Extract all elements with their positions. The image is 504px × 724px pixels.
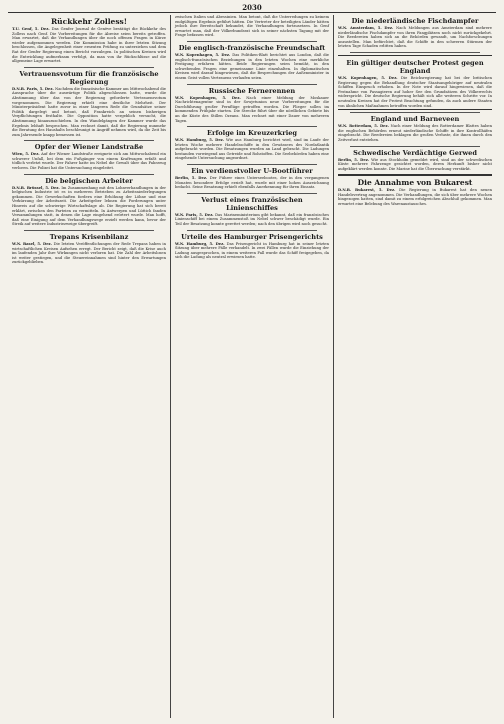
article — [338, 178, 492, 206]
article-text: Das Marineministerium gibt bekannt, daß ein französisches Linienschiff bei einem Zusammenstoß im Nebel schwer beschädigt wurde. Ein Teil der Besatzung konnte gerettet werden; nach den übrigen wird noch gesucht. — [175, 212, 329, 227]
article-dateline: D.N.B. Bukarest, 5. Dez. — [338, 188, 396, 193]
article-text: Im Zusammenhang mit den Lohnverhandlungen in der belgischen Industrie ist es in mehreren Betrieben zu Arbeitsniederlegungen gekommen. Die Gewerkschaften fordern eine Erhöhung der Löhne und eine Verkürzung der Arbeitszeit. Die Arbeitgeber lehnen die Forderungen unter Hinweis auf die schwierige Wirtschaftslage ab. Die Regierung hat sich bereit erklärt, zwischen den Parteien zu vermitteln. In Antwerpen und Lüttich fanden Versammlungen statt, in denen die Lage eingehend erörtert wurde. Man hofft, daß eine Einigung auf dem Verhandlungswege erzielt werden kann, bevor der Streik auf weitere Industriezweige übergreift. — [12, 185, 166, 227]
column-1 — [8, 15, 171, 718]
article-dateline: W.N. Rotterdam, 5. Dez. — [338, 124, 389, 129]
article-headline: Die englisch-französische Freundschaft — [178, 43, 326, 52]
article-body — [338, 76, 492, 108]
article-body — [175, 176, 329, 190]
article — [12, 17, 166, 64]
article-headline: Verlust eines französischen Linienschiffes — [201, 195, 303, 212]
article-body — [175, 213, 329, 227]
article-dateline: W.N. Kopenhagen, 5. Dez. — [175, 52, 231, 57]
article-headline: Russische Fernerennen — [208, 86, 296, 95]
article-dateline: Berlin, 5. Dez. — [175, 176, 208, 181]
header-rule — [8, 12, 496, 13]
divider — [187, 193, 317, 194]
divider — [24, 140, 154, 141]
article-body — [12, 152, 166, 170]
article-dateline: Wien, 5. Dez. — [12, 152, 40, 157]
article-text: zwischen Italien und Abessinien. Man betont, daß die Unterredungen zu keinem endgültigen Ergebnis geführt hätten. Die Vertreter der beteiligten Länder hätten jedoch ihre Bereitschaft bekundet, die Verhandlungen fortzusetzen. In Genf erwartet man, daß der Völkerbundsrat sich in seiner nächsten Tagung mit der Frage befassen wird. — [175, 15, 329, 38]
divider — [187, 84, 317, 85]
article — [12, 143, 166, 170]
divider — [187, 164, 317, 165]
article — [12, 70, 166, 138]
divider — [24, 67, 154, 68]
article-text: Nach Meldungen aus Amsterdam sind mehrere niederländische Fischdampfer von ihren Fangplätzen noch nicht zurückgekehrt. Die Reedereien haben sich an die Behörden gewandt, um Nachforschungen anzustellen. Man befürchtet, daß die Schiffe in den schweren Stürmen der letzten Tage Schaden erlitten haben. — [338, 26, 492, 49]
article-text: Auf der Wiener Landstraße ereignete sich am Mittwochabend ein schwerer Unfall, bei dem ein Fußgänger von einem Kraftwagen erfaßt und tödlich verletzt wurde. Der Fahrer hatte im Nebel die Gewalt über das Fahrzeug verloren. Die Polizei hat die Untersuchung eingeleitet. — [12, 152, 166, 171]
article-headline: Urteile des Hamburger Prisengerichts — [181, 232, 323, 241]
article-text: Nach einer Meldung der Moskauer Nachrichtenagentur sind in der Sowjetunion neue Vorbereitungen für die Durchführung großer Fernflüge getroffen worden. Die Flieger sollen im kommenden Frühjahr starten. Die Strecke führt über die nördlichen Gebiete bis an die Küste des Stillen Ozeans. Man rechnet mit einer Dauer von mehreren Tagen. — [175, 95, 329, 123]
divider — [350, 52, 480, 53]
article-headline: Ein verdienstvoller U-Bootführer — [191, 167, 313, 176]
article-dateline: T.U. Genf, 5. Dez. — [12, 27, 50, 31]
article-headline: Die Annahme von Bukarest — [357, 178, 473, 188]
article — [175, 15, 329, 38]
article-dateline: W.N. Kopenhagen, 5. Dez. — [338, 75, 398, 80]
article-text: Die letzten Veröffentlichungen der Rede Trepans haben in wirtschaftlichen Kreisen Aufsehen erregt. Der Bericht zeigt, daß die Krise auch im laufenden Jahr ihre Wirkungen nicht verloren hat. Die Zahl der Arbeitslosen ist weiter gestiegen, und die Steuereinnahmen sind hinter den Erwartungen zurückgeblieben. — [12, 242, 166, 265]
article — [175, 44, 329, 81]
article-body — [12, 87, 166, 138]
article — [338, 149, 492, 172]
article-body — [175, 96, 329, 124]
article-text: Wie aus Stockholm gemeldet wird, sind an der schwedischen Küste mehrere Fahrzeuge gesichtet worden, deren Herkunft bisher nicht aufgeklärt werden konnte. Die Marine hat die Überwachung verstärkt. — [338, 157, 492, 171]
article-body — [338, 124, 492, 142]
divider — [24, 174, 154, 175]
article-dateline: W.N. Hamburg, 5. Dez. — [175, 138, 225, 143]
article-dateline: W.N. Amsterdam, 5. Dez. — [338, 26, 394, 30]
divider — [350, 112, 480, 113]
article-text: Nach einer Meldung des Rotterdamer Blattes haben die englischen Behörden erneut niederländische Schiffe in ihre Kontrollhäfen eingebracht. Die Reedereien beklagen die großen Verluste, die ihnen durch den Zeitverlust entstehen. — [338, 124, 492, 142]
article-body — [12, 186, 166, 227]
article-headline: Ein gültiger deutscher Protest gegen England — [346, 58, 484, 75]
article-text: Die Regierung in Bukarest hat den neuen Handelsvertrag angenommen. Die Verhandlungen, die sich über mehrere Wochen hingezogen hatten, sind damit zu einem erfolgreichen Abschluß gekommen. Man erwartet eine Belebung des Warenaustausches. — [338, 188, 492, 207]
article-headline: Vertrauensvotum für die französische Regierung — [19, 69, 159, 86]
article-text: Der Führer eines Unterseebootes, der in den vergangenen Monaten besondere Erfolge erzielt hat, wurde mit einer hohen Auszeichnung bedacht. Seine Besatzung erhielt ebenfalls Anerkennung für ihren Einsatz. — [175, 176, 329, 190]
column-container — [8, 15, 496, 718]
article-dateline: D.N.B. Paris, 5. Dez. — [12, 86, 54, 91]
divider — [187, 230, 317, 231]
divider — [187, 126, 317, 127]
article — [338, 17, 492, 49]
article-body — [338, 158, 492, 172]
article — [175, 167, 329, 190]
article-headline: Opfer der Wiener Landstraße — [34, 143, 144, 152]
article-body — [175, 15, 329, 38]
article — [12, 177, 166, 227]
article-dateline: W.N. Kopenhagen, 5. Dez. — [175, 95, 241, 100]
article — [175, 129, 329, 161]
article-body — [175, 242, 329, 260]
article — [175, 196, 329, 227]
article-dateline: Berlin, 5. Dez. — [338, 157, 370, 162]
article-text: Die Reichsregierung hat bei der britischen Regierung gegen die Behandlung deutscher Staatsangehöriger auf neutralen Schiffen Einspruch erhoben. In der Note wird darauf hingewiesen, daß die Festnahme von Passagieren auf hoher See den Grundsätzen des Völkerrechts widerspricht. Die deutsche Regierung behält sich alle weiteren Schritte vor. In neutralen Kreisen hat der Protest Beachtung gefunden, da auch andere Staaten von ähnlichen Maßnahmen betroffen worden sind. — [338, 75, 492, 108]
article — [338, 55, 492, 110]
page-number: 2030 — [242, 3, 262, 12]
column-3 — [334, 15, 496, 718]
article-body — [12, 27, 166, 64]
article-text: Das Politiken-Blatt berichtet aus London, daß die englisch-französischen Beziehungen in den letzten Wochen eine merkliche Festigung erfahren hätten. Beide Regierungen seien bemüht, in den schwebenden Fragen eine gemeinsame Linie einzuhalten. In diplomatischen Kreisen wird darauf hingewiesen, daß die Besprechungen der Außenminister in einem Geist vollen Vertrauens verlaufen seien. — [175, 52, 329, 80]
article-headline: Erfolge im Kreuzerkrieg — [206, 129, 298, 138]
article-headline: Die belgischen Arbeiter — [45, 176, 133, 185]
article-text: Wie aus Hamburg berichtet wird, sind im Laufe der letzten Woche mehrere Handelsschiffe in den Gewässern des Nordatlantik aufgebracht worden. Die Besatzungen wurden an Land gebracht. Die Ladungen bestanden vorwiegend aus Getreide und Rohstoffen. Die Seebehörden haben eine eingehende Untersuchung angeordnet. — [175, 138, 329, 161]
article-body — [338, 188, 492, 206]
article-headline: Die niederländische Fischdampfer — [351, 17, 479, 25]
article — [175, 87, 329, 124]
article-headline: Trepans Krisenbilanz — [49, 233, 129, 241]
article-text: Das Genfer Journal de Genève bestätigt die Rückkehr des Zolless nach Genf. Die Vorbereitungen für die Abreise seien bereits getroffen. Man erwartet, daß die Verhandlungen über die noch offenen Fragen in Kürze wieder aufgenommen werden. Die Kommission habe in ihrer letzten Sitzung beschlossen, die Angelegenheit einer erneuten Prüfung zu unterziehen und dem Rat der Genfer Regierung einen Bericht vorzulegen. In politischen Kreisen wird die Entwicklung aufmerksam verfolgt, da man von ihr Rückschlüsse auf die allgemeine Lage erwartet. — [12, 27, 166, 64]
article-dateline: W.N. Hamburg, 5. Dez. — [175, 241, 225, 246]
column-2 — [171, 15, 334, 718]
article-headline: Schwedische Verdächtige Gerwed — [353, 148, 477, 157]
article-body — [338, 26, 492, 49]
article-text: Nachdem die französische Kammer am Mittwochabend die Aussprache über die auswärtige Politik abgeschlossen hatte, wurde die Abstimmung über das von der Regierung geforderte Vertrauensvotum vorgenommen. Die Regierung erhielt eine deutliche Mehrheit. Der Ministerpräsident hatte zuvor in einer längeren Rede die Grundsätze seiner Politik dargelegt und betont, daß Frankreich an seinen bisherigen Verpflichtungen festhalte. Die Opposition hatte vergeblich versucht, die Abstimmung hinauszuschieben. In den Wandelgängen der Kammer wurde das Ergebnis lebhaft besprochen. Man rechnet damit, daß die Regierung nunmehr die Beratung des Haushalts beschleunigt in Angriff nehmen wird, da die Zeit bis zum Jahresende knapp bemessen ist. — [12, 86, 166, 137]
article-body — [175, 138, 329, 161]
divider — [187, 41, 317, 42]
article — [338, 115, 492, 142]
article-headline: Rückkehr Zolless! — [50, 17, 128, 26]
article-headline: England und Barneveen — [370, 115, 460, 124]
divider — [350, 146, 480, 147]
article-text: Das Prisengericht in Hamburg hat in seiner letzten Sitzung über mehrere Fälle verhandelt. In zwei Fällen wurde die Einziehung der Ladung ausgesprochen, in einem weiteren Fall wurde das Schiff freigegeben, da sich die Ladung als neutral erwiesen hatte. — [175, 241, 329, 260]
divider — [24, 230, 154, 231]
article-body — [12, 242, 166, 265]
article-dateline: W.N. Paris, 5. Dez. — [175, 212, 214, 217]
article-body — [175, 53, 329, 81]
article-dateline: W.N. Basel, 5. Dez. — [12, 242, 52, 246]
article-dateline: D.N.B. Brüssel, 5. Dez. — [12, 185, 60, 190]
divider — [338, 174, 492, 176]
article — [12, 233, 166, 265]
article — [175, 233, 329, 260]
